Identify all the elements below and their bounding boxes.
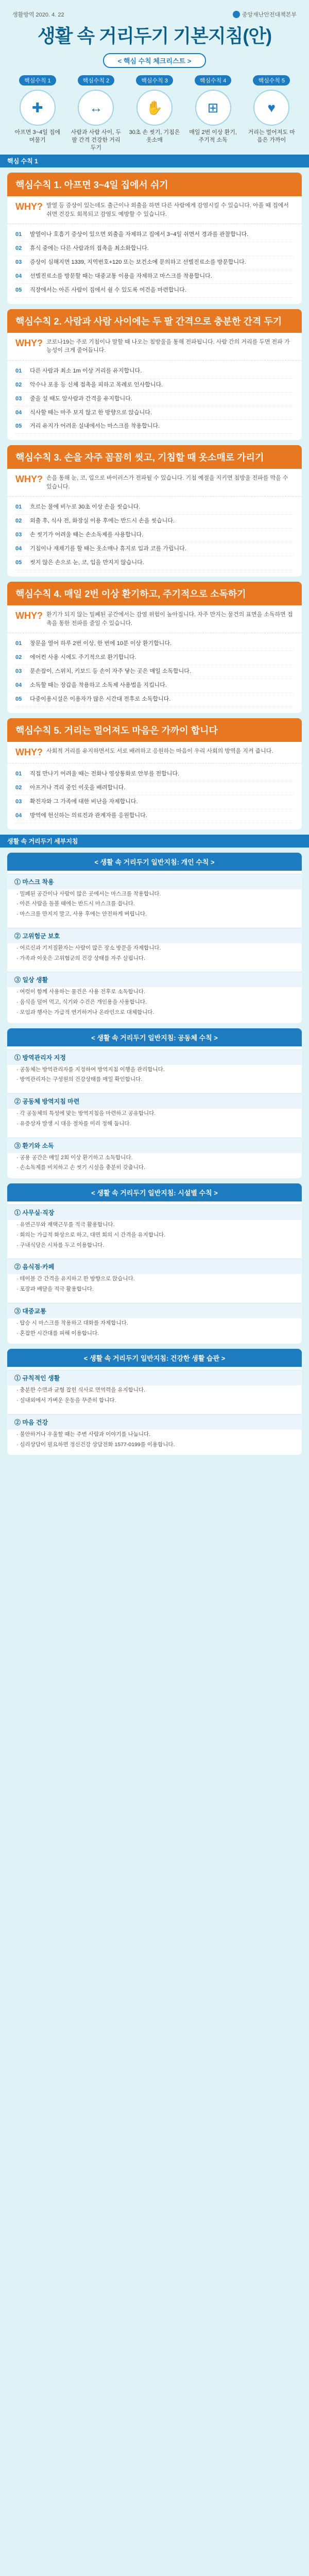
rule-list-item — [15, 768, 294, 782]
detail-bullet: · 불안하거나 우울할 때는 주변 사람과 이야기를 나눕니다. — [16, 1431, 151, 1437]
detail-block — [7, 1134, 302, 1179]
detail-bullet: · 심리상담이 필요하면 정신건강 상담전화 1577-0199를 이용합니다. — [16, 1441, 175, 1448]
detail-bullet: · 포장과 배달을 적극 활용합니다. — [16, 1286, 94, 1292]
rule-list-item — [15, 782, 294, 795]
detail-block — [7, 1367, 302, 1411]
rule-number: 02 — [15, 245, 22, 251]
rule-card-title: 핵심수칙 3. 손을 자주 꼼꼼히 씻고, 기침할 때 옷소매로 가리기 — [7, 445, 302, 469]
rule-list-item — [15, 270, 294, 284]
detail-subtitle: ② 공동체 방역지침 마련 — [7, 1093, 302, 1109]
detail-bullet: · 여럿이 함께 사용하는 물건은 사용 전후로 소독합니다. — [16, 989, 145, 995]
rule-list — [7, 633, 302, 713]
rule-list-item — [15, 256, 294, 270]
rule-number: 05 — [15, 560, 22, 566]
why-row — [7, 742, 302, 764]
detail-bullet: · 방역관리자는 구성원의 건강상태를 매일 확인합니다. — [16, 1076, 143, 1083]
rule-number: 02 — [15, 518, 22, 524]
rule-text: 씻지 않은 손으로 눈, 코, 입을 만지지 않습니다. — [30, 560, 144, 566]
rule-text: 발열이나 호흡기 증상이 있으면 외출을 자제하고 집에서 3~4일 쉬면서 경과를 관찰합니다. — [30, 231, 249, 238]
detail-block — [7, 1411, 302, 1455]
org-logo — [233, 10, 297, 19]
person-sick-icon: ✚ — [20, 90, 56, 126]
why-text: 코로나19는 주로 기침이나 말할 때 나오는 침방울을 통해 전파됩니다. 사람 간의 거리를 두면 전파 가능성이 크게 줄어듭니다. — [46, 338, 290, 354]
detail-subtitle: ① 규칙적인 생활 — [7, 1370, 302, 1385]
detail-subtitle: ③ 일상 생활 — [7, 972, 302, 987]
detail-subtitle: ③ 대중교통 — [7, 1303, 302, 1318]
detail-block — [7, 1046, 302, 1091]
detail-bullet: · 마스크를 만지지 말고, 사용 후에는 안전하게 버립니다. — [16, 911, 147, 917]
rule-list-item — [15, 693, 294, 707]
rule-text: 문손잡이, 스위치, 키보드 등 손이 자주 닿는 곳은 매일 소독합니다. — [30, 668, 191, 674]
key-item — [187, 75, 239, 152]
key-item — [246, 75, 297, 152]
rule-number: 01 — [15, 367, 22, 374]
why-label: WHY? — [15, 201, 43, 212]
rule-text: 직접 만나기 어려울 때는 전화나 영상통화로 안부를 전합니다. — [30, 770, 180, 777]
detail-card — [7, 1028, 302, 1179]
why-text: 손을 통해 눈, 코, 입으로 바이러스가 전파될 수 있습니다. 기침 예절을 지키면 침방울 전파를 막을 수 있습니다. — [46, 475, 288, 490]
detail-bullet: · 손소독제를 비치하고 손 씻기 시설을 충분히 갖춥니다. — [16, 1164, 145, 1171]
rule-list-item — [15, 406, 294, 420]
rule-list — [7, 361, 302, 440]
page-title: 생활 속 거리두기 기본지침(안) — [37, 25, 272, 46]
detail-card-title: < 생활 속 거리두기 일반지침: 개인 수칙 > — [7, 853, 302, 871]
hero-date: 생활방역 2020. 4. 22 — [12, 12, 64, 18]
rule-card-title: 핵심수칙 4. 매일 2번 이상 환기하고, 주기적으로 소독하기 — [7, 582, 302, 605]
rule-list — [7, 224, 302, 304]
detail-bullet: · 아픈 사람을 돌볼 때에는 반드시 마스크를 씁니다. — [16, 901, 135, 907]
rule-text: 증상이 심해지면 1339, 지역번호+120 또는 보건소에 문의하고 선별진료소를 방문합니다. — [30, 259, 246, 265]
rule-list-item — [15, 651, 294, 665]
detail-block — [7, 1090, 302, 1134]
rule-text: 다중이용시설은 이용자가 많은 시간대 전후로 소독합니다. — [30, 696, 171, 702]
key-item — [129, 75, 180, 152]
rule-text: 외출 후, 식사 전, 화장실 이용 후에는 반드시 손을 씻습니다. — [30, 518, 175, 524]
why-row — [7, 469, 302, 497]
detail-block — [7, 1256, 302, 1300]
rule-number: 04 — [15, 812, 22, 819]
detail-card-title: < 생활 속 거리두기 일반지침: 공동체 수칙 > — [7, 1028, 302, 1046]
rule-card — [7, 173, 302, 304]
detail-groups — [0, 853, 309, 1455]
detail-subtitle: ③ 환기와 소독 — [7, 1138, 302, 1153]
key-item-text: 아프면 3~4일 집에 머물기 — [14, 129, 61, 143]
rule-card-title: 핵심수칙 1. 아프면 3~4일 집에서 쉬기 — [7, 173, 302, 196]
key-item-text: 30초 손 씻기, 기침은 옷소매 — [129, 129, 180, 143]
rule-list-item — [15, 543, 294, 556]
detail-subtitle: ② 마음 건강 — [7, 1414, 302, 1430]
detail-bullet: · 밀폐된 공간이나 사람이 많은 곳에서는 마스크를 착용합니다. — [16, 890, 161, 897]
key-item-text: 매일 2번 이상 환기, 주기적 소독 — [189, 129, 237, 143]
detail-bullet: · 가족과 이웃은 고위험군의 건강 상태를 자주 살핍니다. — [16, 955, 145, 961]
detail-bullet: · 탑승 시 마스크를 착용하고 대화를 자제합니다. — [16, 1319, 128, 1326]
detail-bullet: · 공동체는 방역관리자를 지정하여 방역지침 이행을 관리합니다. — [16, 1066, 165, 1073]
why-text: 발열 등 증상이 있는데도 출근이나 외출을 하면 다른 사람에게 감염시킬 수 있습니다. 아플 때 집에서 쉬면 건강도 회복되고 감염도 예방할 수 있습니다. — [46, 202, 289, 217]
rule-card-title: 핵심수칙 5. 거리는 멀어져도 마음은 가까이 합니다 — [7, 718, 302, 742]
detail-bullet: · 구내식당은 시차를 두고 이용합니다. — [16, 1242, 105, 1248]
hero-section — [0, 0, 309, 155]
detail-bullet: · 실내외에서 가벼운 운동을 꾸준히 합니다. — [16, 1397, 116, 1403]
detail-bullet: · 각 공동체의 특성에 맞는 방역지침을 마련하고 공유합니다. — [16, 1110, 156, 1116]
rule-list-item — [15, 637, 294, 651]
rule-list-item — [15, 420, 294, 434]
detail-block — [7, 1300, 302, 1344]
rule-number: 04 — [15, 682, 22, 688]
rule-text: 기침이나 재채기를 할 때는 옷소매나 휴지로 입과 코를 가립니다. — [30, 546, 186, 552]
detail-card-title: < 생활 속 거리두기 일반지침: 시설별 수칙 > — [7, 1183, 302, 1201]
detail-bullet: · 모임과 행사는 가급적 연기하거나 온라인으로 대체합니다. — [16, 1009, 154, 1015]
heart-icon: ♥ — [253, 90, 289, 126]
key-item — [70, 75, 122, 152]
rule-text: 아프거나 격리 중인 이웃을 배려합니다. — [30, 784, 126, 791]
rule-list-item — [15, 284, 294, 298]
key-item — [12, 75, 63, 152]
why-label: WHY? — [15, 611, 43, 621]
rule-list-item — [15, 556, 294, 570]
rule-text: 식사할 때는 마주 보지 않고 한 방향으로 앉습니다. — [30, 409, 152, 416]
why-row — [7, 333, 302, 361]
rule-text: 확진자와 그 가족에 대한 비난을 자제합니다. — [30, 798, 138, 805]
detail-subtitle: ② 고위험군 보호 — [7, 928, 302, 943]
detail-bullet: · 충분한 수면과 균형 잡힌 식사로 면역력을 유지합니다. — [16, 1387, 145, 1394]
key-item-number: 핵심수칙 1 — [19, 75, 56, 86]
rule-number: 03 — [15, 395, 22, 402]
rule-number: 04 — [15, 409, 22, 416]
rule-number: 04 — [15, 546, 22, 552]
detail-bullet: · 공용 공간은 매일 2회 이상 환기하고 소독합니다. — [16, 1154, 133, 1161]
rule-list-item — [15, 665, 294, 679]
rule-number: 01 — [15, 770, 22, 777]
key-item-number: 핵심수칙 3 — [136, 75, 173, 86]
rule-number: 02 — [15, 654, 22, 660]
section-bar-key: 핵심 수칙 1 — [0, 155, 309, 167]
key-item-text: 거리는 멀어져도 마음은 가까이 — [248, 129, 295, 143]
rule-number: 05 — [15, 423, 22, 430]
rule-text: 줄을 설 때도 앞사람과 간격을 유지합니다. — [30, 395, 132, 402]
org-name: 중앙재난안전대책본부 — [242, 12, 297, 18]
rule-list-item — [15, 679, 294, 693]
detail-block — [7, 925, 302, 969]
rule-card-title: 핵심수칙 2. 사람과 사람 사이에는 두 팔 간격으로 충분한 간격 두기 — [7, 309, 302, 333]
why-label: WHY? — [15, 337, 43, 348]
rule-number: 01 — [15, 640, 22, 647]
detail-subtitle: ① 마스크 착용 — [7, 874, 302, 889]
rule-number: 01 — [15, 504, 22, 511]
rule-text: 흐르는 물에 비누로 30초 이상 손을 씻습니다. — [30, 504, 141, 511]
detail-block — [7, 871, 302, 925]
detail-bullet: · 음식을 덜어 먹고, 식기와 수건은 개인용을 사용합니다. — [16, 999, 147, 1005]
rule-list-item — [15, 809, 294, 823]
key-item-number: 핵심수칙 2 — [78, 75, 115, 86]
detail-card — [7, 1183, 302, 1344]
why-row — [7, 196, 302, 224]
rule-card — [7, 309, 302, 440]
key-item-number: 핵심수칙 5 — [253, 75, 290, 86]
hero-meta — [0, 7, 309, 22]
org-logo-icon — [233, 11, 240, 18]
key-items — [0, 68, 309, 152]
rule-number: 03 — [15, 532, 22, 538]
rule-text: 창문을 열어 하루 2번 이상, 한 번에 10분 이상 환기합니다. — [30, 640, 172, 647]
detail-subtitle: ① 사무실·직장 — [7, 1205, 302, 1220]
detail-bullet: · 혼잡한 시간대를 피해 이용합니다. — [16, 1330, 99, 1336]
detail-bullet: · 유증상자 발생 시 대응 절차를 미리 정해 둡니다. — [16, 1120, 131, 1127]
rule-list — [7, 497, 302, 577]
rule-text: 손 씻기가 어려울 때는 손소독제를 사용합니다. — [30, 532, 144, 538]
key-title: < 핵심 수칙 체크리스트 > — [103, 53, 206, 68]
detail-subtitle: ② 음식점·카페 — [7, 1259, 302, 1274]
rule-text: 방역에 헌신하는 의료진과 관계자를 응원합니다. — [30, 812, 147, 819]
rule-number: 03 — [15, 668, 22, 674]
key-item-text: 사람과 사람 사이, 두 팔 간격 건강한 거리 두기 — [71, 129, 121, 151]
rule-card — [7, 718, 302, 829]
detail-bullet: · 테이블 간 간격을 유지하고 한 방향으로 앉습니다. — [16, 1276, 135, 1282]
section-bar-detail: 생활 속 거리두기 세부지침 — [0, 835, 309, 848]
why-text: 환기가 되지 않는 밀폐된 공간에서는 감염 위험이 높아집니다. 자주 만지는 물건의 표면을 소독하면 접촉을 통한 전파를 줄일 수 있습니다. — [46, 612, 293, 626]
rule-list-item — [15, 795, 294, 809]
key-item-number: 핵심수칙 4 — [195, 75, 232, 86]
window-icon: ⊞ — [195, 90, 231, 126]
rule-list-item — [15, 242, 294, 256]
rule-number: 03 — [15, 259, 22, 265]
detail-card — [7, 1349, 302, 1455]
rule-number: 02 — [15, 784, 22, 791]
rule-list-item — [15, 365, 294, 379]
rule-card — [7, 445, 302, 577]
detail-subtitle: ① 방역관리자 지정 — [7, 1049, 302, 1065]
detail-block — [7, 969, 302, 1023]
rule-number: 04 — [15, 273, 22, 279]
rule-text: 거리 유지가 어려운 실내에서는 마스크를 착용합니다. — [30, 423, 160, 430]
rule-list-item — [15, 529, 294, 543]
rule-list-item — [15, 515, 294, 529]
rule-text: 에어컨 사용 시에도 주기적으로 환기합니다. — [30, 654, 136, 660]
rule-card — [7, 582, 302, 713]
rule-number: 05 — [15, 286, 22, 293]
rule-text: 선별진료소를 방문할 때는 대중교통 이용을 자제하고 마스크를 착용합니다. — [30, 273, 212, 279]
rule-list — [7, 764, 302, 829]
rule-text: 다른 사람과 최소 1m 이상 거리를 유지합니다. — [30, 367, 142, 374]
key-cards — [0, 173, 309, 829]
rule-number: 03 — [15, 798, 22, 805]
rule-text: 악수나 포옹 등 신체 접촉을 피하고 목례로 인사합니다. — [30, 381, 163, 388]
rule-list-item — [15, 393, 294, 406]
why-text: 사회적 거리를 유지하면서도 서로 배려하고 응원하는 마음이 우리 사회의 방역을 지켜 줍니다. — [46, 748, 273, 754]
rule-text: 소독할 때는 장갑을 착용하고 소독제 사용법을 지킵니다. — [30, 682, 167, 688]
rule-text: 직장에서는 아픈 사람이 집에서 쉴 수 있도록 여건을 마련합니다. — [30, 286, 186, 293]
detail-bullet: · 어르신과 기저질환자는 사람이 많은 장소 방문을 자제합니다. — [16, 944, 161, 951]
detail-card-title: < 생활 속 거리두기 일반지침: 건강한 생활 습관 > — [7, 1349, 302, 1367]
distance-icon: ↔ — [78, 90, 114, 126]
hand-wash-icon: ✋ — [136, 90, 173, 126]
rule-number: 05 — [15, 696, 22, 702]
rule-number: 01 — [15, 231, 22, 238]
detail-bullet: · 유연근무와 재택근무를 적극 활용합니다. — [16, 1222, 115, 1228]
rule-number: 02 — [15, 381, 22, 388]
why-label: WHY? — [15, 747, 43, 757]
detail-card — [7, 853, 302, 1023]
why-row — [7, 605, 302, 633]
why-label: WHY? — [15, 474, 43, 485]
rule-list-item — [15, 379, 294, 393]
detail-block — [7, 1201, 302, 1256]
rule-list-item — [15, 501, 294, 515]
rule-list-item — [15, 228, 294, 242]
rule-text: 휴식 중에는 다른 사람과의 접촉을 최소화합니다. — [30, 245, 149, 251]
detail-bullet: · 회의는 가급적 화상으로 하고, 대면 회의 시 간격을 유지합니다. — [16, 1231, 166, 1238]
